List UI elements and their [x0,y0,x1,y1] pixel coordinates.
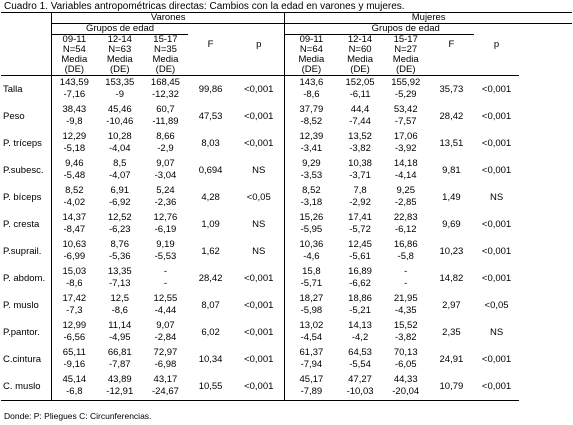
mujeres-p-cell: NS [489,327,504,338]
varones-sd-cell: -12,32 [151,89,179,100]
f-header: F [448,39,455,50]
row-label: P. muslo [1,292,52,319]
varones-mean-cell: 9,46 [65,158,84,169]
varones-sd-cell: -7,3 [66,305,83,316]
row-label: P. abdom. [1,265,52,292]
mujeres-sd-cell: -4,54 [300,332,323,343]
mujeres-sd-cell: -6,62 [349,278,371,289]
mujeres-f-cell: 14,82 [439,273,464,284]
varones-sd-cell: -4,04 [108,143,131,154]
varones-sd-cell: -8,6 [111,305,128,316]
varones-mean-cell: 65,11 [62,347,86,358]
varones-sd-cell: -2,84 [154,332,177,343]
varones-sd-cell: -2,9 [157,143,174,154]
table-row [1,211,572,224]
p-header: p [493,38,500,50]
mujeres-p-cell: <0,05 [484,300,509,311]
mujeres-mean-cell: 8,52 [302,185,321,196]
age-group-header: 15-17 N=27 [393,34,418,55]
age-group-header: 15-17 N=35 [153,34,178,55]
p-header: p [233,35,285,56]
varones-mean-cell: 10,28 [107,131,132,142]
mujeres-sd-cell: -5,29 [394,89,417,100]
mujeres-sd-cell: -5,98 [300,305,323,316]
mujeres-p-cell: <0,001 [481,273,512,284]
age-group-header: 09-11 N=54 [62,34,87,55]
varones-p-cell: NS [233,211,285,238]
media-de-header: Media (DE) [337,55,382,76]
varones-mean-cell: 45,46 [107,104,132,115]
mujeres-mean-cell: 14,13 [348,320,372,331]
mujeres-mean-cell: 13,52 [348,131,372,142]
mujeres-mean-cell: 18,27 [299,293,324,304]
varones-sd-cell: -4,44 [154,305,177,316]
mujeres-sd-cell: -5,71 [300,278,323,289]
table-row [1,265,572,278]
mujeres-sd-cell: -5,8 [397,251,414,262]
mujeres-sd-cell: -5,95 [300,224,323,235]
varones-sd-cell: -9,8 [66,116,83,127]
mujeres-p-cell: <0,001 [481,138,512,149]
mujeres-mean-cell: 7,8 [353,185,367,196]
table-caption: Cuadro 1. Variables antropométricas directas: Cambios con la edad en varones y mujeres. [4,1,405,12]
varones-f-cell: 28,42 [198,273,223,284]
varones-f-cell: 99,86 [198,84,223,95]
varones-p-cell: <0,001 [233,373,285,401]
varones-p-cell: NS [233,238,285,265]
mujeres-f-cell: 13,51 [439,138,464,149]
varones-p-cell: <0,001 [233,292,285,319]
mujeres-mean-cell: 16,86 [393,239,418,250]
varones-sd-cell: -3,04 [154,170,177,181]
mujeres-mean-cell: 53,42 [393,104,418,115]
mujeres-mean-cell: 15,26 [299,212,324,223]
mujeres-mean-cell: 37,79 [299,104,324,115]
row-label: Peso [1,103,52,130]
corner-cell [1,13,52,24]
mujeres-p-cell: <0,001 [474,373,519,401]
mujeres-p-cell: <0,001 [481,246,512,257]
varones-mean-cell: 15,03 [62,266,87,277]
varones-sd-cell: -9 [115,89,124,100]
varones-sd-cell: -10,46 [106,116,134,127]
mujeres-mean-cell: 143,6 [299,77,324,88]
mujeres-sd-cell: -3,82 [349,143,371,154]
table-row [1,319,572,332]
varones-f-cell: 47,53 [198,111,223,122]
mujeres-p-cell: <0,001 [481,165,512,176]
varones-sd-cell: -5,18 [63,143,86,154]
anthropometric-table [1,12,572,401]
varones-sd-cell: -6,56 [63,332,86,343]
varones-mean-cell: 12,55 [153,293,178,304]
varones-sd-cell: -5,48 [63,170,86,181]
varones-header: Varones [52,13,285,24]
varones-mean-cell: 14,37 [62,212,87,223]
mujeres-sd-cell: -2,92 [349,197,371,208]
varones-mean-cell: 143,59 [59,77,89,88]
table-footnote: Donde: P: Pliegues C: Circunferencias. [4,411,152,421]
mujeres-mean-cell: 9,29 [302,158,321,169]
mujeres-mean-cell: 9,25 [396,185,415,196]
varones-mean-cell: 12,99 [62,320,87,331]
varones-mean-cell: 38,43 [62,104,87,115]
varones-mean-cell: 8,52 [65,185,84,196]
varones-mean-cell: 5,24 [156,185,175,196]
varones-f-cell: 8,03 [201,138,220,149]
varones-mean-cell: 12,76 [153,212,178,223]
varones-sd-cell: -6,92 [108,197,131,208]
mujeres-sd-cell: -6,11 [349,89,371,100]
mujeres-mean-cell: 44,33 [393,374,418,385]
mujeres-p-cell: <0,001 [481,219,512,230]
varones-mean-cell: 43,89 [107,374,132,385]
varones-sd-cell: -8,6 [66,278,83,289]
varones-mean-cell: 17,42 [62,293,87,304]
varones-sd-cell: -7,87 [108,359,131,370]
varones-mean-cell: 12,29 [62,131,87,142]
varones-sd-cell: -6,99 [63,251,86,262]
row-label: C.cintura [1,346,52,373]
mujeres-mean-cell: 44,4 [350,104,370,115]
mujeres-mean-cell: 70,13 [393,347,418,358]
mujeres-mean-cell: - [404,266,408,277]
varones-mean-cell: 12,52 [107,212,132,223]
mujeres-sd-cell: -7,44 [349,116,371,127]
row-label: P. cresta [1,211,52,238]
mujeres-sd-cell: -6,05 [394,359,417,370]
varones-f-cell: 6,02 [201,327,220,338]
mujeres-sd-cell: -7,94 [300,359,323,370]
varones-mean-cell: 13,35 [107,266,132,277]
mujeres-sd-cell: -20,04 [383,386,429,401]
mujeres-p-cell: <0,001 [481,84,512,95]
mujeres-sd-cell: -8,52 [300,116,323,127]
mujeres-sd-cell: -2,85 [394,197,417,208]
mujeres-f-cell: 10,79 [429,373,474,401]
mujeres-mean-cell: 17,41 [348,212,372,223]
row-label: Talla [1,76,52,104]
row-label: C. muslo [1,373,52,401]
varones-mean-cell: 12,5 [110,293,130,304]
mujeres-mean-cell: 18,86 [348,293,372,304]
table-row [1,373,572,386]
varones-mean-cell: 72,97 [153,347,178,358]
varones-mean-cell: 168,45 [150,77,180,88]
varones-mean-cell: 43,17 [153,374,178,385]
mujeres-p-cell: NS [489,192,504,203]
grupos-edad-varones: Grupos de edad [52,24,189,35]
varones-mean-cell: - [163,266,168,277]
varones-p-cell: <0,001 [233,76,285,104]
mujeres-mean-cell: 16,89 [348,266,372,277]
varones-p-cell: <0,001 [233,319,285,346]
mujeres-f-cell: 10,23 [439,246,464,257]
varones-sd-cell: -4,95 [108,332,131,343]
varones-p-cell: NS [233,157,285,184]
mujeres-sd-cell: -5,21 [349,305,371,316]
mujeres-mean-cell: 64,53 [348,347,372,358]
varones-mean-cell: 11,14 [108,320,132,331]
varones-p-cell: <0,001 [233,130,285,157]
mujeres-sd-cell: -3,18 [300,197,323,208]
varones-mean-cell: 10,63 [62,239,87,250]
mujeres-sd-cell: - [404,278,408,289]
row-label: P.suprail. [1,238,52,265]
mujeres-sd-cell: -3,92 [394,143,417,154]
table-row [1,292,572,305]
mujeres-f-cell: 2,35 [442,327,461,338]
mujeres-mean-cell: 47,27 [348,374,372,385]
mujeres-mean-cell: 17,06 [393,131,418,142]
varones-f-cell: 1,09 [201,219,220,230]
table-row [1,346,572,359]
mujeres-mean-cell: 12,39 [299,131,324,142]
varones-f-cell: 10,55 [188,373,233,401]
mujeres-sd-cell: -10,03 [337,386,382,401]
table-row [1,238,572,251]
media-de-header: Media (DE) [383,55,429,76]
table-row [1,157,572,170]
mujeres-mean-cell: 155,92 [391,77,421,88]
varones-f-cell: 4,28 [201,192,220,203]
mujeres-p-cell: <0,001 [481,111,512,122]
varones-f-cell: 0,694 [198,165,223,176]
mujeres-sd-cell: -5,54 [349,359,371,370]
varones-sd-cell: -6,23 [108,224,131,235]
varones-p-cell: <0,001 [233,103,285,130]
table-row [1,184,572,197]
mujeres-sd-cell: -5,61 [349,251,371,262]
mujeres-sd-cell: -4,2 [351,332,369,343]
varones-sd-cell: -4,02 [63,197,86,208]
varones-sd-cell: -24,67 [143,386,188,401]
age-group-header: 09-11 N=64 [299,34,324,55]
age-group-header: 12-14 N=60 [347,34,373,55]
varones-sd-cell: -8,47 [63,224,86,235]
mujeres-sd-cell: -4,35 [394,305,417,316]
mujeres-mean-cell: 10,36 [299,239,324,250]
varones-sd-cell: -4,07 [108,170,131,181]
mujeres-mean-cell: 10,38 [348,158,372,169]
varones-sd-cell: -2,36 [154,197,177,208]
media-de-header: Media (DE) [285,55,338,76]
varones-mean-cell: 66,81 [107,347,132,358]
table-row [1,76,572,90]
table-row [1,130,572,143]
mujeres-sd-cell: -3,53 [300,170,323,181]
mujeres-f-cell: 24,91 [439,354,464,365]
mujeres-mean-cell: 21,95 [393,293,418,304]
mujeres-f-cell: 2,97 [442,300,461,311]
varones-mean-cell: 45,14 [62,374,87,385]
mujeres-f-cell: 9,81 [442,165,461,176]
varones-p-cell: <0,001 [233,265,285,292]
mujeres-header: Mujeres [285,13,572,24]
varones-mean-cell: 9,19 [156,239,175,250]
varones-mean-cell: 6,91 [110,185,130,196]
varones-p-cell: <0,001 [233,346,285,373]
mujeres-sd-cell: -8,6 [303,89,320,100]
varones-sd-cell: -9,16 [63,359,86,370]
mujeres-mean-cell: 152,05 [345,77,375,88]
mujeres-mean-cell: 61,37 [299,347,324,358]
varones-mean-cell: 8,76 [110,239,130,250]
varones-f-cell: 10,34 [198,354,223,365]
media-de-header: Media (DE) [143,55,188,76]
varones-f-cell: 8,07 [201,300,220,311]
mujeres-mean-cell: 45,17 [299,374,324,385]
mujeres-f-cell: 9,69 [442,219,461,230]
mujeres-p-cell: <0,001 [481,354,512,365]
row-label: P.subesc. [1,157,52,184]
media-de-header: Media (DE) [97,55,143,76]
varones-sd-cell: -11,89 [152,116,179,127]
row-label: P. tríceps [1,130,52,157]
mujeres-f-cell: 35,73 [439,84,464,95]
mujeres-sd-cell: -3,41 [300,143,323,154]
varones-sd-cell: -12,91 [97,386,143,401]
table-body [1,76,572,401]
mujeres-sd-cell: -3,82 [394,332,417,343]
varones-mean-cell: 153,35 [105,77,135,88]
varones-mean-cell: 9,07 [156,320,175,331]
mujeres-mean-cell: 14,18 [393,158,418,169]
varones-mean-cell: 60,7 [156,104,175,115]
table-row [1,103,572,116]
varones-mean-cell: 8,5 [113,158,127,169]
mujeres-mean-cell: 15,52 [393,320,418,331]
mujeres-f-cell: 1,49 [442,192,461,203]
mujeres-mean-cell: 22,83 [393,212,418,223]
f-header: F [207,38,214,50]
mujeres-mean-cell: 12,45 [348,239,372,250]
mujeres-sd-cell: -7,89 [285,386,338,401]
mujeres-mean-cell: 15,8 [302,266,321,277]
mujeres-f-cell: 28,42 [439,111,464,122]
varones-sd-cell: -5,53 [154,251,177,262]
mujeres-sd-cell: -7,57 [394,116,417,127]
mujeres-sd-cell: -4,6 [303,251,320,262]
varones-sd-cell: -7,16 [63,89,86,100]
grupos-edad-mujeres: Grupos de edad [337,24,474,35]
varones-p-cell: <0,05 [233,184,285,211]
mujeres-sd-cell: -3,71 [349,170,371,181]
mujeres-mean-cell: 13,02 [299,320,324,331]
varones-sd-cell: -7,13 [108,278,131,289]
varones-mean-cell: 9,07 [156,158,175,169]
age-group-header: 12-14 N=63 [107,34,132,55]
row-label: P.pantor. [1,319,52,346]
media-de-header: Media (DE) [52,55,97,76]
varones-sd-cell: -6,19 [154,224,177,235]
varones-f-cell: 1,62 [201,246,220,257]
mujeres-sd-cell: -5,72 [349,224,371,235]
row-label: P. bíceps [1,184,52,211]
mujeres-sd-cell: -4,14 [394,170,417,181]
varones-sd-cell: -5,36 [108,251,131,262]
varones-sd-cell: -6,98 [154,359,177,370]
varones-mean-cell: 8,66 [156,131,175,142]
varones-sd-cell: -6,8 [52,386,97,401]
varones-sd-cell: - [163,278,168,289]
mujeres-sd-cell: -6,12 [394,224,417,235]
